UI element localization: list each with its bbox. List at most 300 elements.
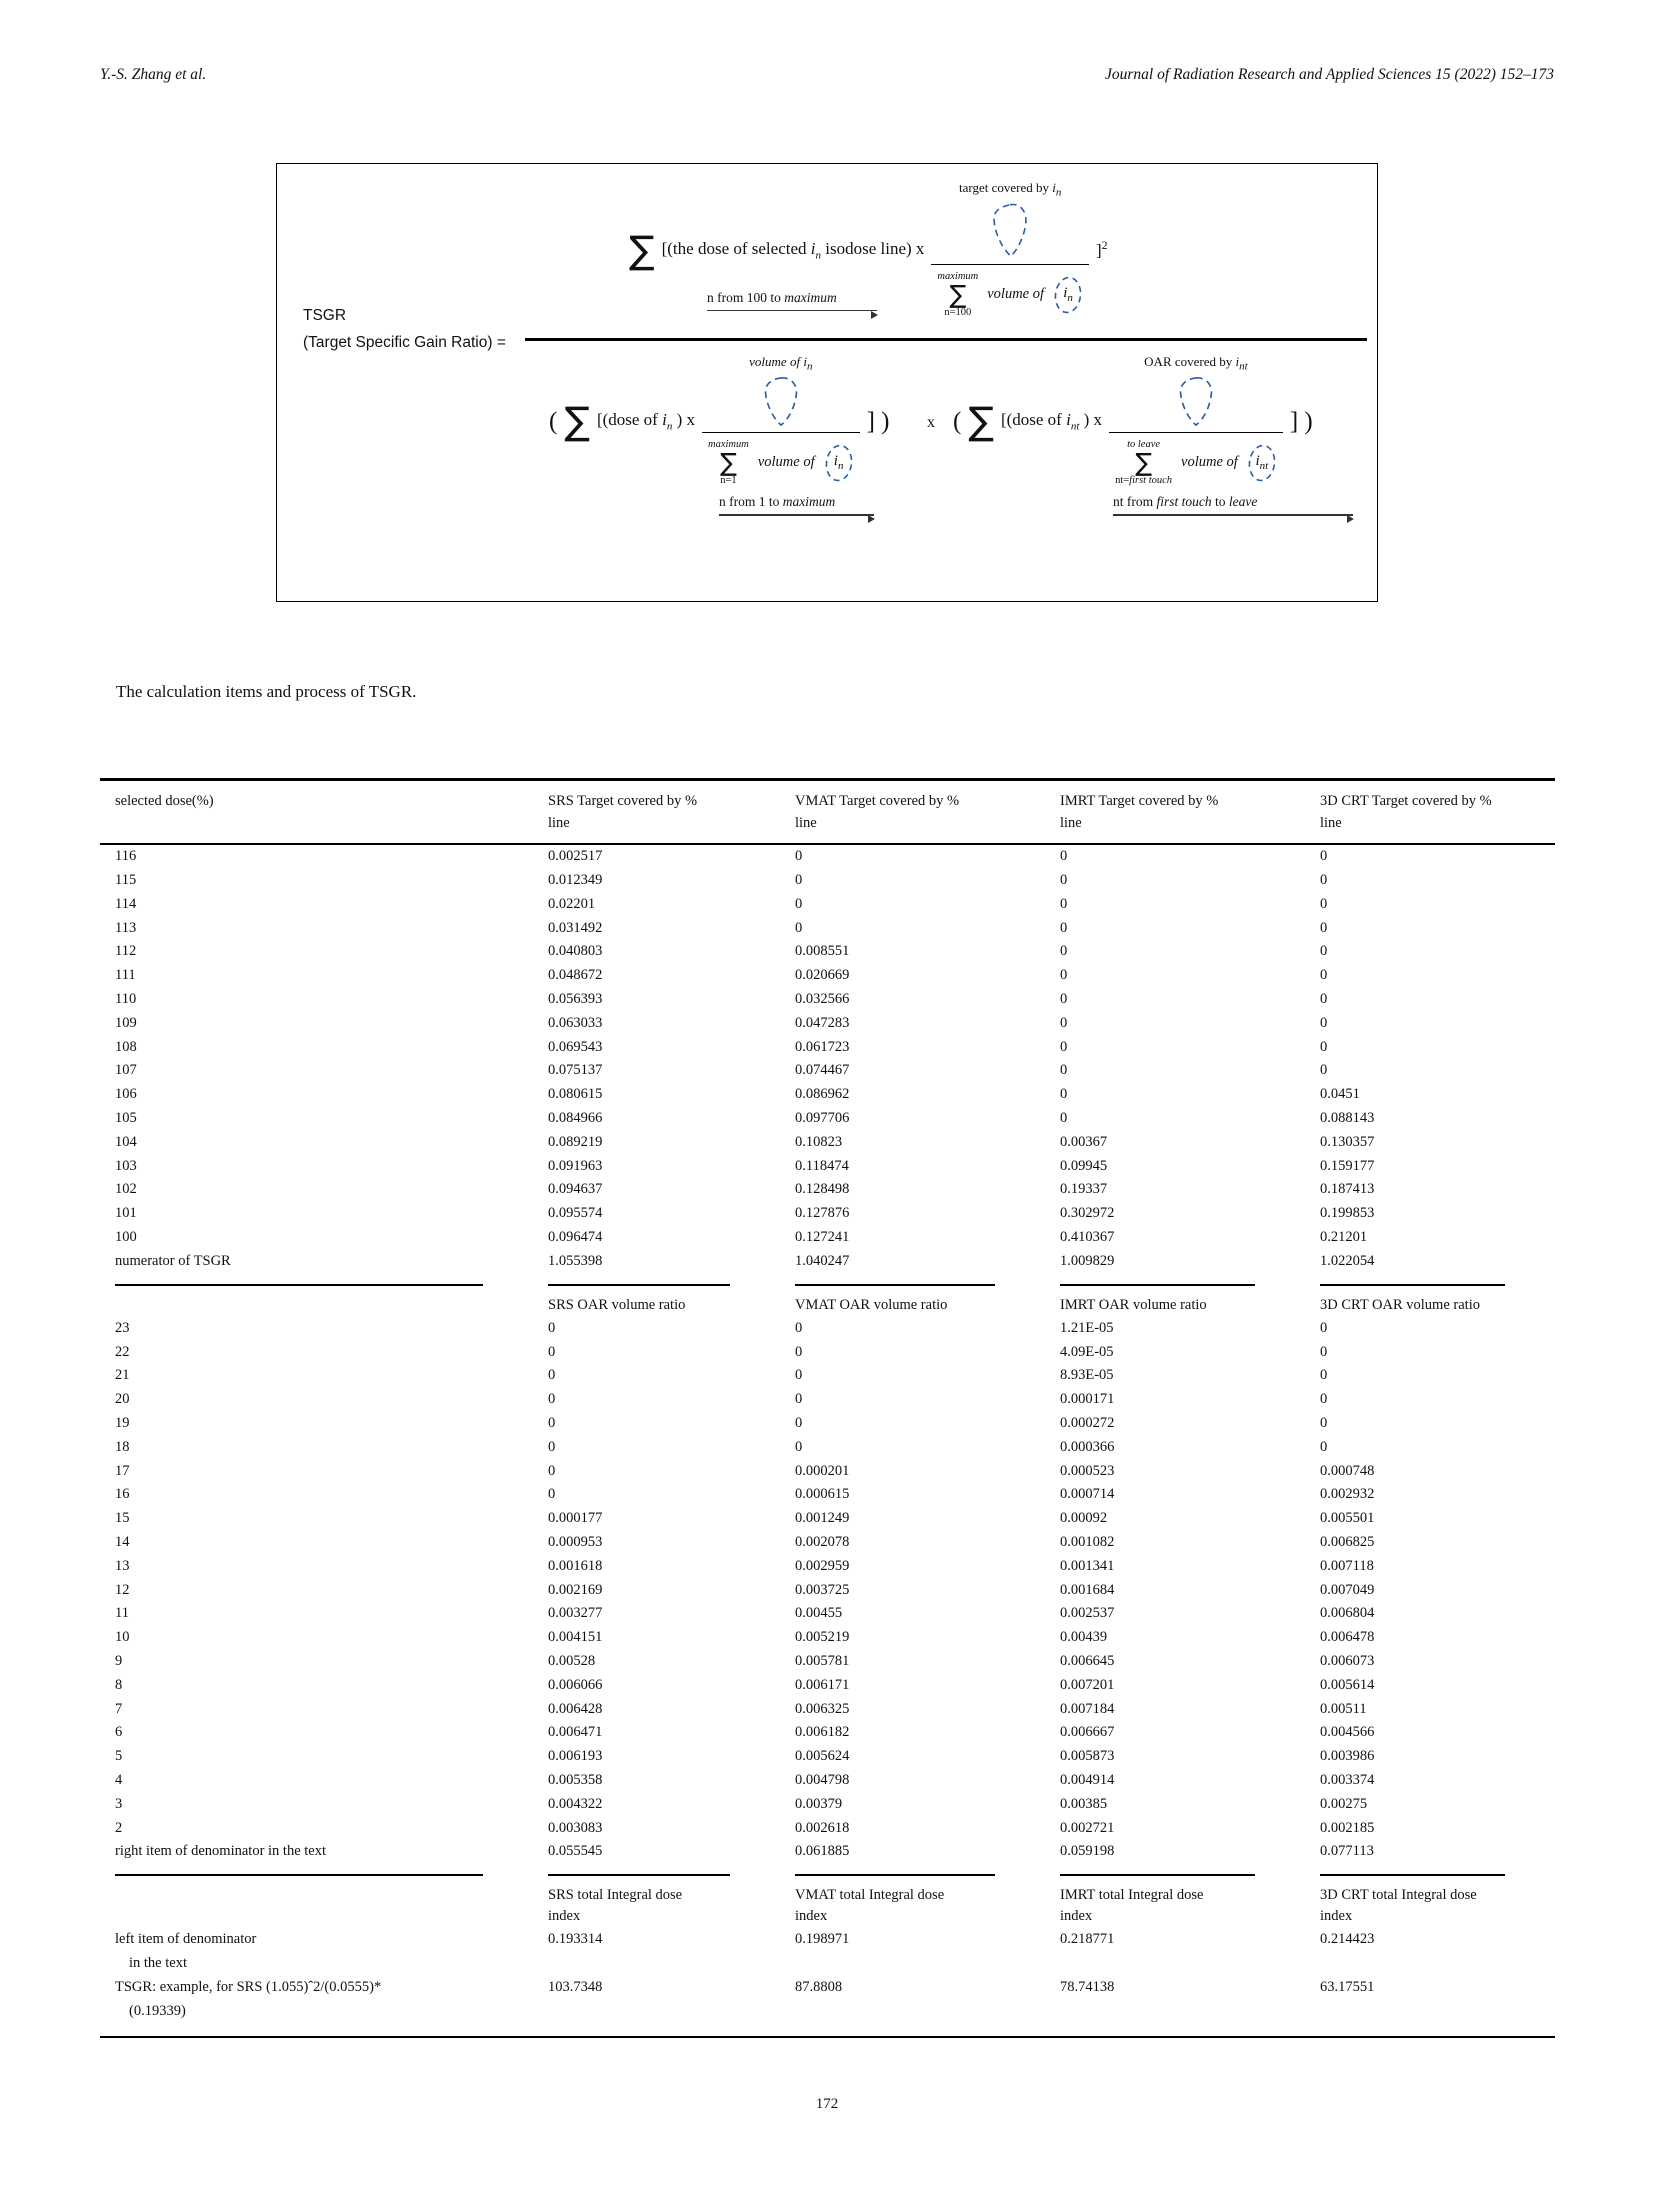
column-header: 3D CRT total Integral dose index [1305, 1864, 1555, 1928]
table-row [100, 988, 1555, 1012]
cell: 0.006804 [1320, 1605, 1375, 1622]
cell: 0.006073 [1320, 1652, 1375, 1669]
denr-fraction: OAR covered by $i_{nt}$ to leave ∑ nt=first touch volume of $i_{nt}$ [1109, 354, 1283, 488]
cell: 0.003277 [548, 1605, 603, 1622]
cell: 0.096474 [548, 1228, 603, 1245]
cell: 0.003083 [548, 1819, 603, 1836]
cell: 0 [1320, 1438, 1328, 1455]
target-blob-icon [987, 202, 1033, 260]
cell: 0.127241 [795, 1228, 850, 1245]
row-label: 110 [115, 990, 137, 1007]
column-header: selected dose(%) [115, 792, 214, 809]
cell: 0.089219 [548, 1133, 603, 1150]
cell: 0.00092 [1060, 1510, 1108, 1527]
separator-segment [1320, 1284, 1505, 1286]
section-header-row [100, 1274, 1555, 1317]
cell: 63.17551 [1320, 1979, 1375, 1996]
row-label: 19 [115, 1415, 130, 1432]
cell: 0.006825 [1320, 1534, 1375, 1550]
cell: 0 [1060, 1062, 1068, 1079]
table-row [100, 869, 1555, 893]
row-label: 116 [115, 848, 137, 865]
cell: 0.000748 [1320, 1462, 1375, 1479]
sigma-icon: ∑ [719, 448, 737, 478]
cell: 0.00367 [1060, 1133, 1108, 1150]
sum-limits: to leave ∑ nt=first touch [1115, 439, 1173, 487]
table-row [100, 1531, 1555, 1555]
cell: 0.005219 [795, 1629, 850, 1646]
cell: 0.000171 [1060, 1391, 1115, 1408]
cell: 0.001082 [1060, 1534, 1115, 1550]
cell: 0.005873 [1060, 1748, 1115, 1765]
cell: 0.004566 [1320, 1724, 1375, 1741]
cell: 0.032566 [795, 990, 850, 1007]
cell: 0.118474 [795, 1157, 849, 1174]
separator-segment [795, 1284, 995, 1286]
cell: 0.063033 [548, 1014, 603, 1031]
row-label: 114 [115, 895, 137, 912]
table-row [100, 1317, 1555, 1341]
table-row [100, 1083, 1555, 1107]
cell: 0.069543 [548, 1038, 603, 1055]
table-row [100, 1412, 1555, 1436]
table-row [100, 1840, 1555, 1864]
cell: 0.091963 [548, 1157, 603, 1174]
row-label: 112 [115, 943, 137, 960]
cell: 0 [548, 1391, 556, 1408]
table-row [100, 1721, 1555, 1745]
cell: 0.056393 [548, 990, 603, 1007]
range-arrow [1113, 514, 1353, 524]
cell: 0.048672 [548, 967, 603, 984]
row-label: 14 [115, 1534, 130, 1550]
table-row [100, 1483, 1555, 1507]
table-row [100, 1626, 1555, 1650]
row-label: 12 [115, 1581, 130, 1598]
cell: 0.040803 [548, 943, 603, 960]
cell: 4.09E-05 [1060, 1343, 1114, 1360]
cell: 0 [1320, 1014, 1328, 1031]
multiplication-sign: x [927, 414, 935, 431]
table-section-1 [100, 845, 1555, 1273]
row-label: 23 [115, 1319, 130, 1336]
cell: 0.007201 [1060, 1676, 1115, 1693]
row-label: 15 [115, 1510, 130, 1527]
row-label: 7 [115, 1700, 123, 1717]
column-header: SRS OAR volume ratio [533, 1274, 780, 1317]
tsgr-formula-figure [276, 163, 1378, 602]
cell: 0 [548, 1486, 556, 1503]
cell: 0.006471 [548, 1724, 603, 1741]
row-label: 103 [115, 1157, 137, 1174]
cell: 0 [795, 1319, 803, 1336]
cell: 0.004914 [1060, 1771, 1115, 1788]
section-header-row [100, 1864, 1555, 1928]
cell: 0.000177 [548, 1510, 603, 1527]
cell: 0 [1060, 871, 1068, 888]
separator-segment [1060, 1874, 1255, 1876]
cell: 0.080615 [548, 1086, 603, 1103]
range-arrow [719, 514, 874, 524]
cell: 0.097706 [795, 1109, 850, 1126]
cell: 0.000523 [1060, 1462, 1115, 1479]
cell: 0.007184 [1060, 1700, 1115, 1717]
table-bottom-rule [100, 2036, 1555, 2039]
journal-head: Journal of Radiation Research and Applied Sciences 15 (2022) 152–173 [1105, 66, 1554, 83]
cell: 0.074467 [795, 1062, 850, 1079]
table-row [100, 1507, 1555, 1531]
cell: 0.006645 [1060, 1652, 1115, 1669]
cell: 0 [1320, 871, 1328, 888]
cell: 0.000366 [1060, 1438, 1115, 1455]
cell: 0 [1320, 1343, 1328, 1360]
cell: 0.006182 [795, 1724, 850, 1741]
cell: 0.19337 [1060, 1181, 1108, 1198]
table-row [100, 1650, 1555, 1674]
cell: 1.009829 [1060, 1252, 1115, 1269]
table-row [100, 1036, 1555, 1060]
column-header: 3D CRT OAR volume ratio [1305, 1274, 1555, 1317]
table-row [100, 1745, 1555, 1769]
cell: 0.159177 [1320, 1157, 1375, 1174]
row-label: 13 [115, 1557, 130, 1574]
table-row [100, 845, 1555, 869]
table-row [100, 1976, 1555, 2024]
cell: 0.002959 [795, 1557, 850, 1574]
table-row [100, 1817, 1555, 1841]
cell: 0.130357 [1320, 1133, 1375, 1150]
cell: 0.00528 [548, 1652, 596, 1669]
tsgr-table [100, 778, 1555, 2038]
row-label: 101 [115, 1205, 137, 1222]
cell: 0.003986 [1320, 1748, 1375, 1765]
sum-limits: maximum ∑ n=100 [937, 271, 979, 319]
table-section-3 [100, 1864, 1555, 2023]
table-row [100, 1364, 1555, 1388]
table-row [100, 1928, 1555, 1976]
cell: 0.003374 [1320, 1771, 1375, 1788]
sigma-icon: ∑ [949, 280, 967, 310]
cell: 0 [1320, 967, 1328, 984]
numerator-range-note: n from 100 to maximum [707, 290, 877, 320]
cell: 0.002721 [1060, 1819, 1115, 1836]
cell: 0.002185 [1320, 1819, 1375, 1836]
cell: 0.001618 [548, 1557, 603, 1574]
row-label: 18 [115, 1438, 130, 1455]
cell: 0.00275 [1320, 1795, 1368, 1812]
cell: 0.00379 [795, 1795, 843, 1812]
separator-segment [115, 1874, 483, 1876]
cell: 0.006478 [1320, 1629, 1375, 1646]
cell: 0.055545 [548, 1843, 603, 1860]
column-header: IMRT Target covered by % line [1060, 792, 1219, 831]
column-header [100, 1274, 533, 1317]
cell: 0.02201 [548, 895, 596, 912]
cell: 0 [1320, 1367, 1328, 1384]
cell: 0 [1060, 919, 1068, 936]
cell: 0.005624 [795, 1748, 850, 1765]
cell: 0 [795, 1415, 803, 1432]
cell: 0.007118 [1320, 1557, 1374, 1574]
cell: 0 [1320, 848, 1328, 865]
row-label: 11 [115, 1605, 129, 1622]
denominator-left-group: ( ∑ [(dose of $i_n$ ) x volume of $i_n$ maximum ∑ n=1 volume of $i_n$ ] ) n from 1 to maximum [549, 354, 890, 524]
column-header: SRS Target covered by % line [548, 792, 698, 831]
cell: 0.007049 [1320, 1581, 1375, 1598]
table-row [100, 1341, 1555, 1365]
cell: 0 [1320, 990, 1328, 1007]
cell: 1.040247 [795, 1252, 850, 1269]
cell: 0 [548, 1319, 556, 1336]
cell: 0 [548, 1343, 556, 1360]
cell: 0.001684 [1060, 1581, 1115, 1598]
cell: 0 [795, 919, 803, 936]
cell: 0.000714 [1060, 1486, 1115, 1503]
cell: 78.74138 [1060, 1979, 1115, 1996]
cell: 0 [795, 1343, 803, 1360]
cell: 0.128498 [795, 1181, 850, 1198]
table-row [100, 940, 1555, 964]
separator-segment [1320, 1874, 1505, 1876]
cell: 0.000953 [548, 1534, 603, 1550]
cell: 0.006428 [548, 1700, 603, 1717]
cell: 0 [1320, 943, 1328, 960]
table-row [100, 1202, 1555, 1226]
cell: 0.005501 [1320, 1510, 1375, 1527]
row-label: 113 [115, 919, 137, 936]
cell: 0.001249 [795, 1510, 850, 1527]
sum-limits: maximum ∑ n=1 [708, 439, 749, 487]
cell: 1.055398 [548, 1252, 603, 1269]
cell: 0 [1320, 1391, 1328, 1408]
column-header [100, 1864, 533, 1928]
row-label: TSGR: example, for SRS (1.055)ˆ2/(0.0555)* (0.19339) [115, 1979, 382, 2019]
cell: 0.214423 [1320, 1931, 1375, 1948]
table-row [100, 1059, 1555, 1083]
separator-segment [548, 1284, 730, 1286]
cell: 0 [795, 1391, 803, 1408]
header-row [100, 781, 1555, 843]
cell: 1.21E-05 [1060, 1319, 1114, 1336]
cell: 0 [1320, 1319, 1328, 1336]
separator-segment [548, 1874, 730, 1876]
formula-numerator: ∑ [(the dose of selected $i_n$ isodose line) x target covered by $i_n$ maximum ∑ n=100 volume of $i_n$ ]$^2$ n from 100 to maximum [629, 180, 1107, 320]
cell: 0 [1060, 848, 1068, 865]
table-row [100, 1769, 1555, 1793]
row-label: 115 [115, 871, 137, 888]
row-label: 2 [115, 1819, 123, 1836]
cell: 0.199853 [1320, 1205, 1375, 1222]
cell: 0 [1060, 1014, 1068, 1031]
cell: 0.006325 [795, 1700, 850, 1717]
column-header: VMAT Target covered by % line [795, 792, 960, 831]
cell: 0.012349 [548, 871, 603, 888]
row-label: 102 [115, 1181, 137, 1198]
cell: 0.075137 [548, 1062, 603, 1079]
table-row [100, 1698, 1555, 1722]
table-row [100, 1460, 1555, 1484]
int-blob-icon: $i_{nt}$ [1247, 443, 1277, 483]
row-label: 5 [115, 1748, 123, 1765]
cell: 0.00455 [795, 1605, 843, 1622]
column-header: SRS total Integral dose index [533, 1864, 780, 1928]
row-label: 104 [115, 1133, 137, 1150]
cell: 0.002537 [1060, 1605, 1115, 1622]
cell: 0 [1060, 943, 1068, 960]
cell: 0.005358 [548, 1771, 603, 1788]
cell: 0.004151 [548, 1629, 603, 1646]
cell: 0.09945 [1060, 1157, 1108, 1174]
cell: 0.004798 [795, 1771, 850, 1788]
table-row [100, 1555, 1555, 1579]
row-label: 9 [115, 1652, 123, 1669]
row-label: numerator of TSGR [115, 1252, 231, 1269]
row-label: 105 [115, 1109, 137, 1126]
denr-range-note: nt from first touch to leave [1113, 494, 1353, 524]
table-row [100, 1674, 1555, 1698]
cell: 0.020669 [795, 967, 850, 984]
cell: 0 [795, 871, 803, 888]
cell: 0.006171 [795, 1676, 850, 1693]
table-row [100, 1107, 1555, 1131]
cell: 0 [548, 1438, 556, 1455]
cell: 87.8808 [795, 1979, 843, 1996]
cell: 0.00439 [1060, 1629, 1108, 1646]
cell: 0.002169 [548, 1581, 603, 1598]
cell: 0.001341 [1060, 1557, 1115, 1574]
cell: 0.198971 [795, 1931, 850, 1948]
cell: 0.002517 [548, 848, 603, 865]
cell: 0.410367 [1060, 1228, 1115, 1245]
numerator-fraction: target covered by $i_n$ maximum ∑ n=100 volume of $i_n$ [931, 180, 1089, 320]
in-blob-icon: $i_n$ [1053, 275, 1083, 315]
cell: 0.005614 [1320, 1676, 1375, 1693]
cell: 0.00511 [1320, 1700, 1367, 1717]
table-row [100, 1012, 1555, 1036]
row-label: 3 [115, 1795, 123, 1812]
cell: 0.193314 [548, 1931, 603, 1948]
column-header: VMAT OAR volume ratio [780, 1274, 1045, 1317]
cell: 0.002618 [795, 1819, 850, 1836]
cell: 0.059198 [1060, 1843, 1115, 1860]
cell: 0.004322 [548, 1795, 603, 1812]
range-arrow [707, 310, 877, 320]
row-label: right item of denominator in the text [115, 1843, 327, 1860]
sigma-icon: ∑ [629, 228, 655, 273]
cell: 0.000272 [1060, 1415, 1115, 1432]
cell: 0.006667 [1060, 1724, 1115, 1741]
row-label: 8 [115, 1676, 123, 1693]
table-row [100, 917, 1555, 941]
cell: 0.061885 [795, 1843, 850, 1860]
table-row [100, 1250, 1555, 1274]
sigma-icon: ∑ [1135, 448, 1152, 478]
row-label: left item of denominator in the text [115, 1931, 257, 1972]
cell: 0.077113 [1320, 1843, 1374, 1860]
table-caption: The calculation items and process of TSGR. [116, 682, 417, 701]
separator-segment [115, 1284, 483, 1286]
row-label: 16 [115, 1486, 130, 1503]
cell: 0.10823 [795, 1133, 843, 1150]
row-label: 10 [115, 1629, 130, 1646]
cell: 0.00385 [1060, 1795, 1108, 1812]
cell: 0 [1060, 1109, 1068, 1126]
cell: 0 [1060, 990, 1068, 1007]
table-row [100, 1131, 1555, 1155]
cell: 0.218771 [1060, 1931, 1115, 1948]
row-label: 107 [115, 1062, 137, 1079]
cell: 0.061723 [795, 1038, 850, 1055]
oar-blob-icon [1175, 376, 1217, 428]
cell: 0.0451 [1320, 1086, 1360, 1103]
table-row [100, 1436, 1555, 1460]
cell: 0 [548, 1367, 556, 1384]
main-fraction-bar [525, 338, 1367, 341]
cell: 0.094637 [548, 1181, 603, 1198]
cell: 0.187413 [1320, 1181, 1375, 1198]
denl-fraction: volume of $i_n$ maximum ∑ n=1 volume of $i_n$ [702, 354, 860, 488]
row-label: 106 [115, 1086, 137, 1103]
sigma-icon: ∑ [968, 399, 994, 444]
cell: 0.047283 [795, 1014, 850, 1031]
cell: 0.006066 [548, 1676, 603, 1693]
row-label: 17 [115, 1462, 130, 1479]
in-blob-icon: $i_n$ [824, 443, 854, 483]
table-row [100, 1793, 1555, 1817]
table-row [100, 1602, 1555, 1626]
tsgr-lhs-label: TSGR (Target Specific Gain Ratio) = [303, 307, 506, 352]
running-head [100, 66, 1554, 84]
column-header: IMRT total Integral dose index [1045, 1864, 1305, 1928]
table-row [100, 1155, 1555, 1179]
cell: 0 [1060, 895, 1068, 912]
cell: 0.002078 [795, 1534, 850, 1550]
column-header: 3D CRT Target covered by % line [1320, 792, 1492, 831]
cell: 0 [795, 848, 803, 865]
table-row [100, 1579, 1555, 1603]
cell: 0 [548, 1462, 556, 1479]
separator-segment [1060, 1284, 1255, 1286]
table-section-2 [100, 1274, 1555, 1865]
cell: 0 [548, 1415, 556, 1432]
separator-segment [795, 1874, 995, 1876]
cell: 0 [1320, 1038, 1328, 1055]
cell: 0.088143 [1320, 1109, 1375, 1126]
row-label: 6 [115, 1724, 123, 1741]
table-row [100, 1388, 1555, 1412]
cell: 0.21201 [1320, 1228, 1368, 1245]
cell: 0.000201 [795, 1462, 850, 1479]
cell: 0.086962 [795, 1086, 850, 1103]
cell: 0.006193 [548, 1748, 603, 1765]
cell: 103.7348 [548, 1979, 603, 1996]
column-header: VMAT total Integral dose index [780, 1864, 1045, 1928]
cell: 0 [1320, 1415, 1328, 1432]
cell: 0 [1320, 919, 1328, 936]
row-label: 22 [115, 1343, 130, 1360]
row-label: 21 [115, 1367, 130, 1384]
table-row [100, 893, 1555, 917]
cell: 0.008551 [795, 943, 850, 960]
row-label: 108 [115, 1038, 137, 1055]
row-label: 109 [115, 1014, 137, 1031]
cell: 0.003725 [795, 1581, 850, 1598]
cell: 8.93E-05 [1060, 1367, 1114, 1384]
cell: 0 [1060, 967, 1068, 984]
author-head: Y.-S. Zhang et al. [100, 66, 207, 83]
cell: 0 [1060, 1038, 1068, 1055]
page-number: 172 [815, 2096, 839, 2112]
